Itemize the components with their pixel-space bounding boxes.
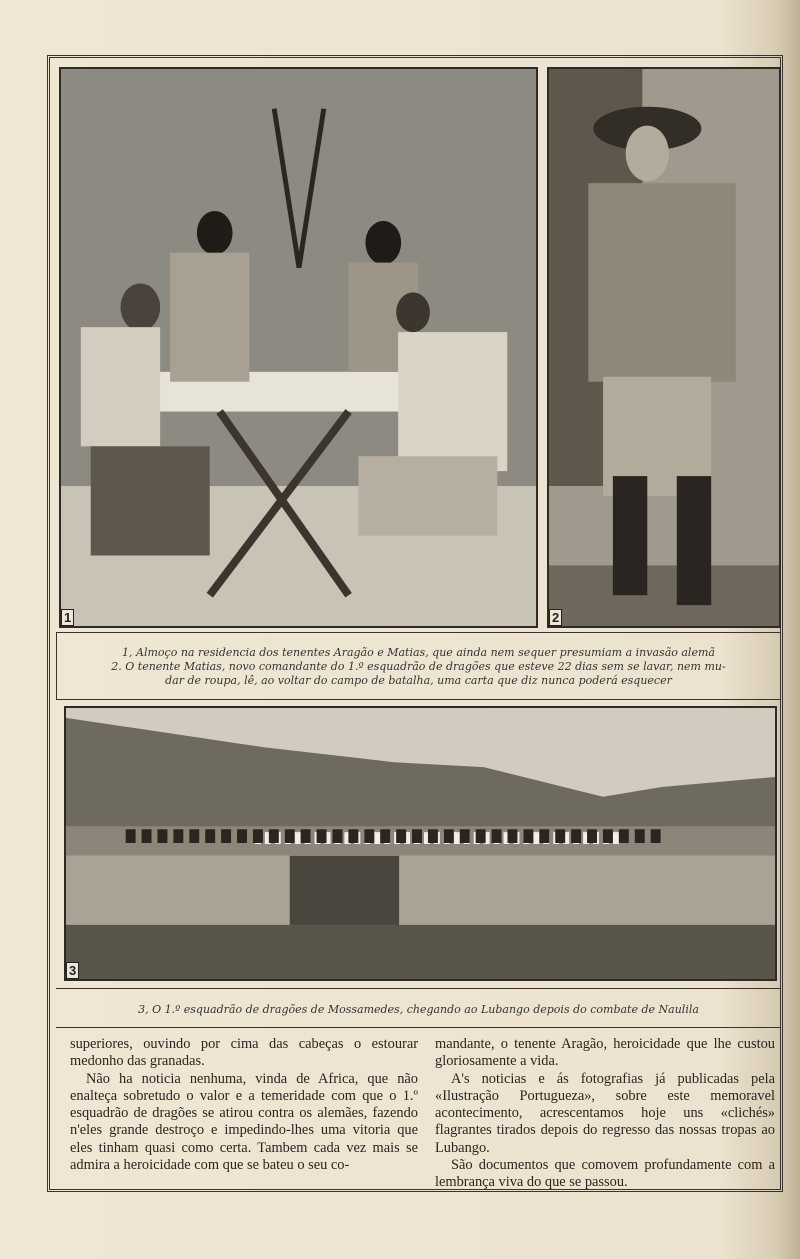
caption-photo-2: 2. O tenente Matias, novo comandante do 1.º esquadrão de dragões que esteve 22 dias sem se lavar, nem mu- bbox=[111, 660, 726, 673]
divider bbox=[56, 988, 781, 989]
photo-officer bbox=[547, 67, 781, 628]
paragraph: A's noticias e ás fotografias já publicadas pela «Ilustração Portugueza», sobre este memoravel acontecimento, acrescentamos hoje uns «clichés» flagrantes tirados depois do regresso das nossas tropas ao Lubango. bbox=[435, 1070, 775, 1156]
paragraph: superiores, ouvindo por cima das cabeças o estourar medonho das granadas. bbox=[70, 1036, 418, 1070]
photo-number: 2 bbox=[549, 609, 562, 626]
article-column-left bbox=[70, 1036, 418, 1174]
paragraph: São documentos que comovem profundamente com a lembrança viva do que se passou. bbox=[435, 1157, 775, 1191]
article-column-right bbox=[435, 1036, 775, 1192]
photo-cavalry bbox=[64, 706, 777, 981]
photo-number: 1 bbox=[61, 609, 74, 626]
paragraph: Não ha noticia nenhuma, vinda de Africa, que não enalteça sobretudo o valor e a temeridade com que o 1.º esquadrão de dragões se atirou contra os alemães, fazendo n'eles grande destroço e impedindo-lhes uma vitoria que eles tinham quasi como certa. Tambem cada vez mais se admira a heroicidade com que se bateu o seu co- bbox=[70, 1070, 418, 1174]
paragraph: mandante, o tenente Aragão, heroicidade que lhe custou gloriosamente a vida. bbox=[435, 1036, 775, 1070]
divider bbox=[56, 1027, 781, 1028]
caption-box bbox=[56, 632, 781, 700]
caption-photo-2-cont: dar de roupa, lê, ao voltar do campo de batalha, uma carta que diz nunca poderá esquecer bbox=[165, 674, 672, 687]
photo-number: 3 bbox=[66, 962, 79, 979]
caption-photo-1: 1, Almoço na residencia dos tenentes Aragão e Matias, que ainda nem sequer presumiam a invasão alemã bbox=[122, 646, 715, 659]
photo-lunch bbox=[59, 67, 538, 628]
caption-photo-3: 3, O 1.º esquadrão de dragões de Mossamedes, chegando ao Lubango depois do combate de Naulila bbox=[138, 1003, 699, 1016]
